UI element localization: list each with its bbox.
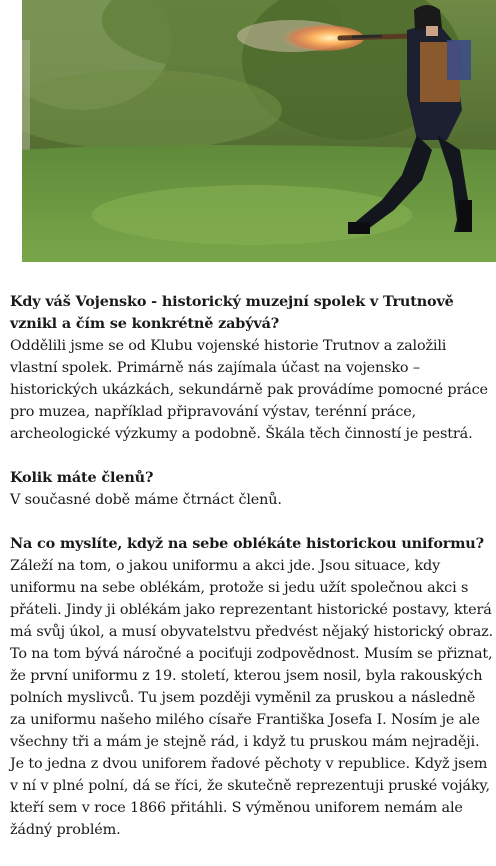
- interview-answer: V současné době máme čtrnáct členů.: [10, 492, 282, 508]
- musketeer-firing-photo: [22, 0, 496, 262]
- qa-block: [10, 533, 494, 841]
- interview-article: [10, 291, 494, 863]
- photo-illustration: [22, 0, 496, 262]
- interview-question: Na co myslíte, když na sebe oblékáte historickou uniformu?: [10, 535, 484, 552]
- interview-question: Kdy váš Vojensko - historický muzejní spolek v Trutnově vznikl a čím se konkrétně zabývá?: [10, 293, 454, 332]
- interview-answer: Záleží na tom, o jakou uniformu a akci jde. Jsou situace, kdy uniformu na sebe oblékám, protože si jedu užít společnou akci s přáteli. Jindy ji oblékám jako reprezentant historické postavy, která má svůj úkol, a musí obyvatelstvu předvést nějaký historický obraz. To na tom bývá náročné a pociťuji zodpovědnost. Musím se přiznat, že první uniformu z 19. století, kterou jsem nosil, byla rakouských polních myslivců. Tu jsem později vyměnil za pruskou a následně za uniformu našeho milého císaře Františka Josefa I. Nosím je ale všechny tři a mám je stejně rád, i když tu pruskou mám nejraději. Je to jedna z dvou uniforem řadové pěchoty v republice. Když jsem v ní v plné polní, dá se říci, že skutečně reprezentuji pruské vojáky, kteří sem v roce 1866 přitáhli. S výměnou uniforem nemám ale žádný problém.: [10, 558, 493, 838]
- interview-question: Kolik máte členů?: [10, 469, 154, 486]
- interview-answer: Oddělili jsme se od Klubu vojenské historie Trutnov a založili vlastní spolek. Primárně nás zajímala účast na vojensko – historických ukázkách, sekundárně pak provádíme pomocné práce pro muzea, například připravování výstav, terénní práce, archeologické výzkumy a podobně. Škála těch činností je pestrá.: [10, 338, 488, 442]
- qa-block: [10, 291, 494, 445]
- qa-block: [10, 467, 494, 511]
